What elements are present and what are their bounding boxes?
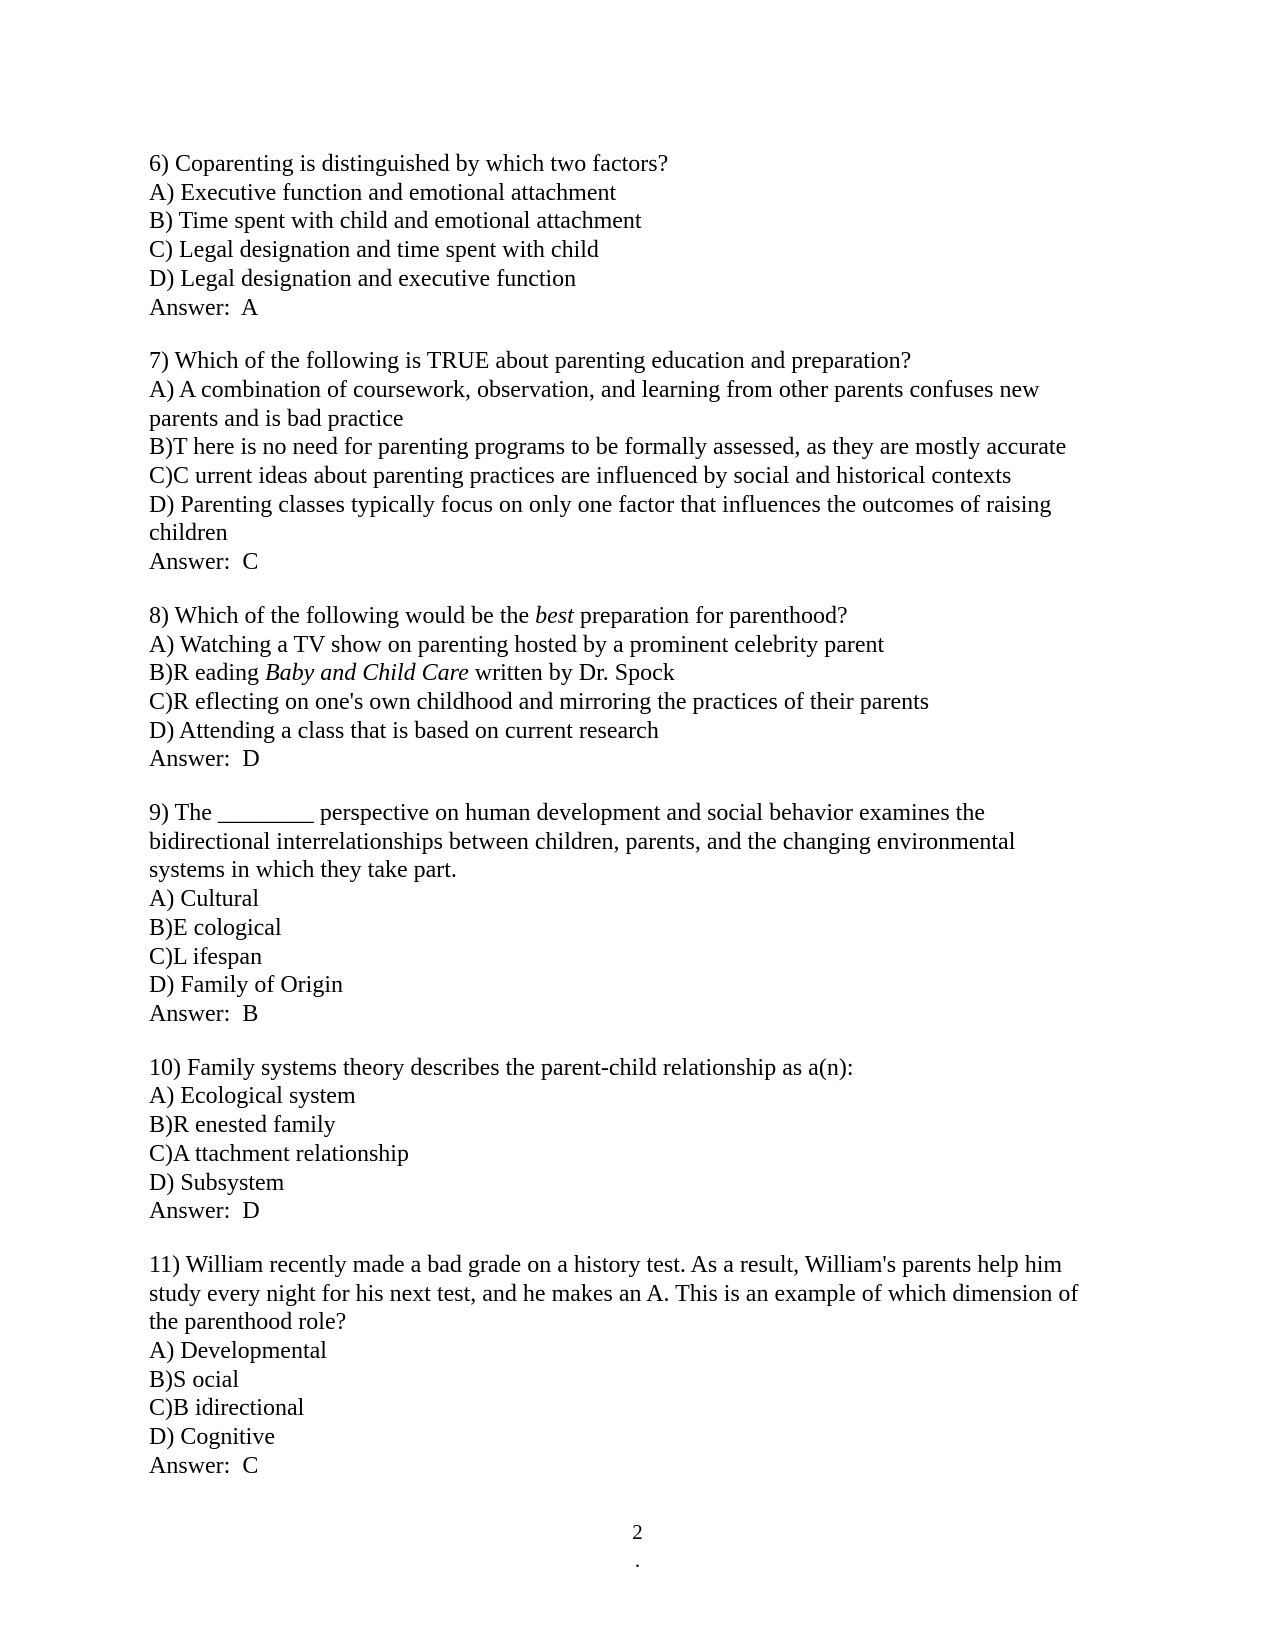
answer-option: D) Cognitive bbox=[149, 1424, 275, 1451]
page-number-value: 2 bbox=[632, 1520, 643, 1544]
answer-key: Answer: B bbox=[149, 1000, 259, 1027]
answer-option: C)C urrent ideas about parenting practices are influenced by social and historical contexts bbox=[149, 463, 1012, 490]
answer-option: A) Executive function and emotional attachment bbox=[149, 179, 617, 206]
answer-option-continuation: children bbox=[149, 520, 228, 547]
page-number-suffix: . bbox=[634, 1548, 641, 1572]
answer-option: A) Developmental bbox=[149, 1338, 327, 1365]
answer-option: C)R eflecting on one's own childhood and mirroring the practices of their parents bbox=[149, 688, 930, 715]
answer-option: B)T here is no need for parenting programs to be formally assessed, as they are mostly accurate bbox=[149, 434, 1067, 461]
question-stem-text: bidirectional interrelationships between children, parents, and the changing environmental bbox=[149, 828, 1016, 855]
question-stem-line bbox=[149, 1054, 1129, 1083]
question-stem-text: 11) William recently made a bad grade on a history test. As a result, William's parents help him bbox=[149, 1251, 1063, 1278]
answer-option: D) Family of Origin bbox=[149, 972, 343, 999]
question-list bbox=[149, 150, 1129, 1506]
answer-key: Answer: A bbox=[149, 294, 259, 321]
answer-option: B)R enested family bbox=[149, 1112, 336, 1139]
answer-option bbox=[149, 659, 1129, 688]
question-stem-text: systems in which they take part. bbox=[149, 857, 457, 884]
question-stem-text: 9) The ________ perspective on human development and social behavior examines the bbox=[149, 800, 985, 827]
answer-option: A) Cultural bbox=[149, 886, 259, 913]
answer-option: D) Subsystem bbox=[149, 1169, 285, 1196]
question-block bbox=[149, 1251, 1129, 1481]
question-stem-line bbox=[149, 799, 1129, 828]
question-stem-text: 7) Which of the following is TRUE about parenting education and preparation? bbox=[149, 348, 912, 375]
answer-option: D) Attending a class that is based on current research bbox=[149, 717, 659, 744]
answer-option: B)S ocial bbox=[149, 1366, 239, 1393]
question-stem-line bbox=[149, 856, 1129, 885]
question-stem-emphasis: best bbox=[535, 602, 574, 629]
question-block bbox=[149, 602, 1129, 774]
question-stem-text: the parenthood role? bbox=[149, 1309, 347, 1336]
answer-option: C)L ifespan bbox=[149, 943, 263, 970]
question-block bbox=[149, 1054, 1129, 1226]
question-stem-text: study every night for his next test, and he makes an A. This is an example of which dimension of bbox=[149, 1280, 1079, 1307]
answer-option: D) Parenting classes typically focus on only one factor that influences the outcomes of raising bbox=[149, 491, 1052, 518]
answer-option-text: B)R eading bbox=[149, 660, 265, 687]
answer-option-continuation: parents and is bad practice bbox=[149, 405, 404, 432]
answer-key: Answer: D bbox=[149, 746, 260, 773]
answer-option: B) Time spent with child and emotional attachment bbox=[149, 208, 642, 235]
question-stem-text: 8) Which of the following would be the bbox=[149, 602, 536, 629]
question-stem-line bbox=[149, 150, 1129, 179]
answer-option: C) Legal designation and time spent with child bbox=[149, 237, 599, 264]
question-block bbox=[149, 150, 1129, 322]
page-number bbox=[0, 1518, 1275, 1574]
question-block bbox=[149, 347, 1129, 577]
answer-option: A) Watching a TV show on parenting hosted by a prominent celebrity parent bbox=[149, 631, 885, 658]
answer-key: Answer: D bbox=[149, 1198, 260, 1225]
question-stem-line bbox=[149, 828, 1129, 857]
answer-option: B)E cological bbox=[149, 914, 282, 941]
answer-key: Answer: C bbox=[149, 549, 259, 576]
book-title: Baby and Child Care bbox=[264, 660, 469, 687]
answer-option: C)A ttachment relationship bbox=[149, 1140, 409, 1167]
question-stem-line bbox=[149, 1308, 1129, 1337]
question-stem-text: preparation for parenthood? bbox=[573, 602, 848, 629]
answer-option: A) Ecological system bbox=[149, 1083, 356, 1110]
question-stem-text: 10) Family systems theory describes the parent-child relationship as a(n): bbox=[149, 1054, 854, 1081]
answer-option: C)B idirectional bbox=[149, 1395, 305, 1422]
answer-option: A) A combination of coursework, observation, and learning from other parents confuses new bbox=[149, 376, 1040, 403]
question-stem-line bbox=[149, 347, 1129, 376]
question-stem-line bbox=[149, 1280, 1129, 1309]
question-stem-line bbox=[149, 602, 1129, 631]
question-stem-text: 6) Coparenting is distinguished by which two factors? bbox=[149, 151, 669, 177]
answer-key: Answer: C bbox=[149, 1452, 259, 1479]
question-stem-line bbox=[149, 1251, 1129, 1280]
answer-option: D) Legal designation and executive function bbox=[149, 265, 577, 292]
question-block bbox=[149, 799, 1129, 1029]
answer-option-text: written by Dr. Spock bbox=[468, 660, 675, 687]
